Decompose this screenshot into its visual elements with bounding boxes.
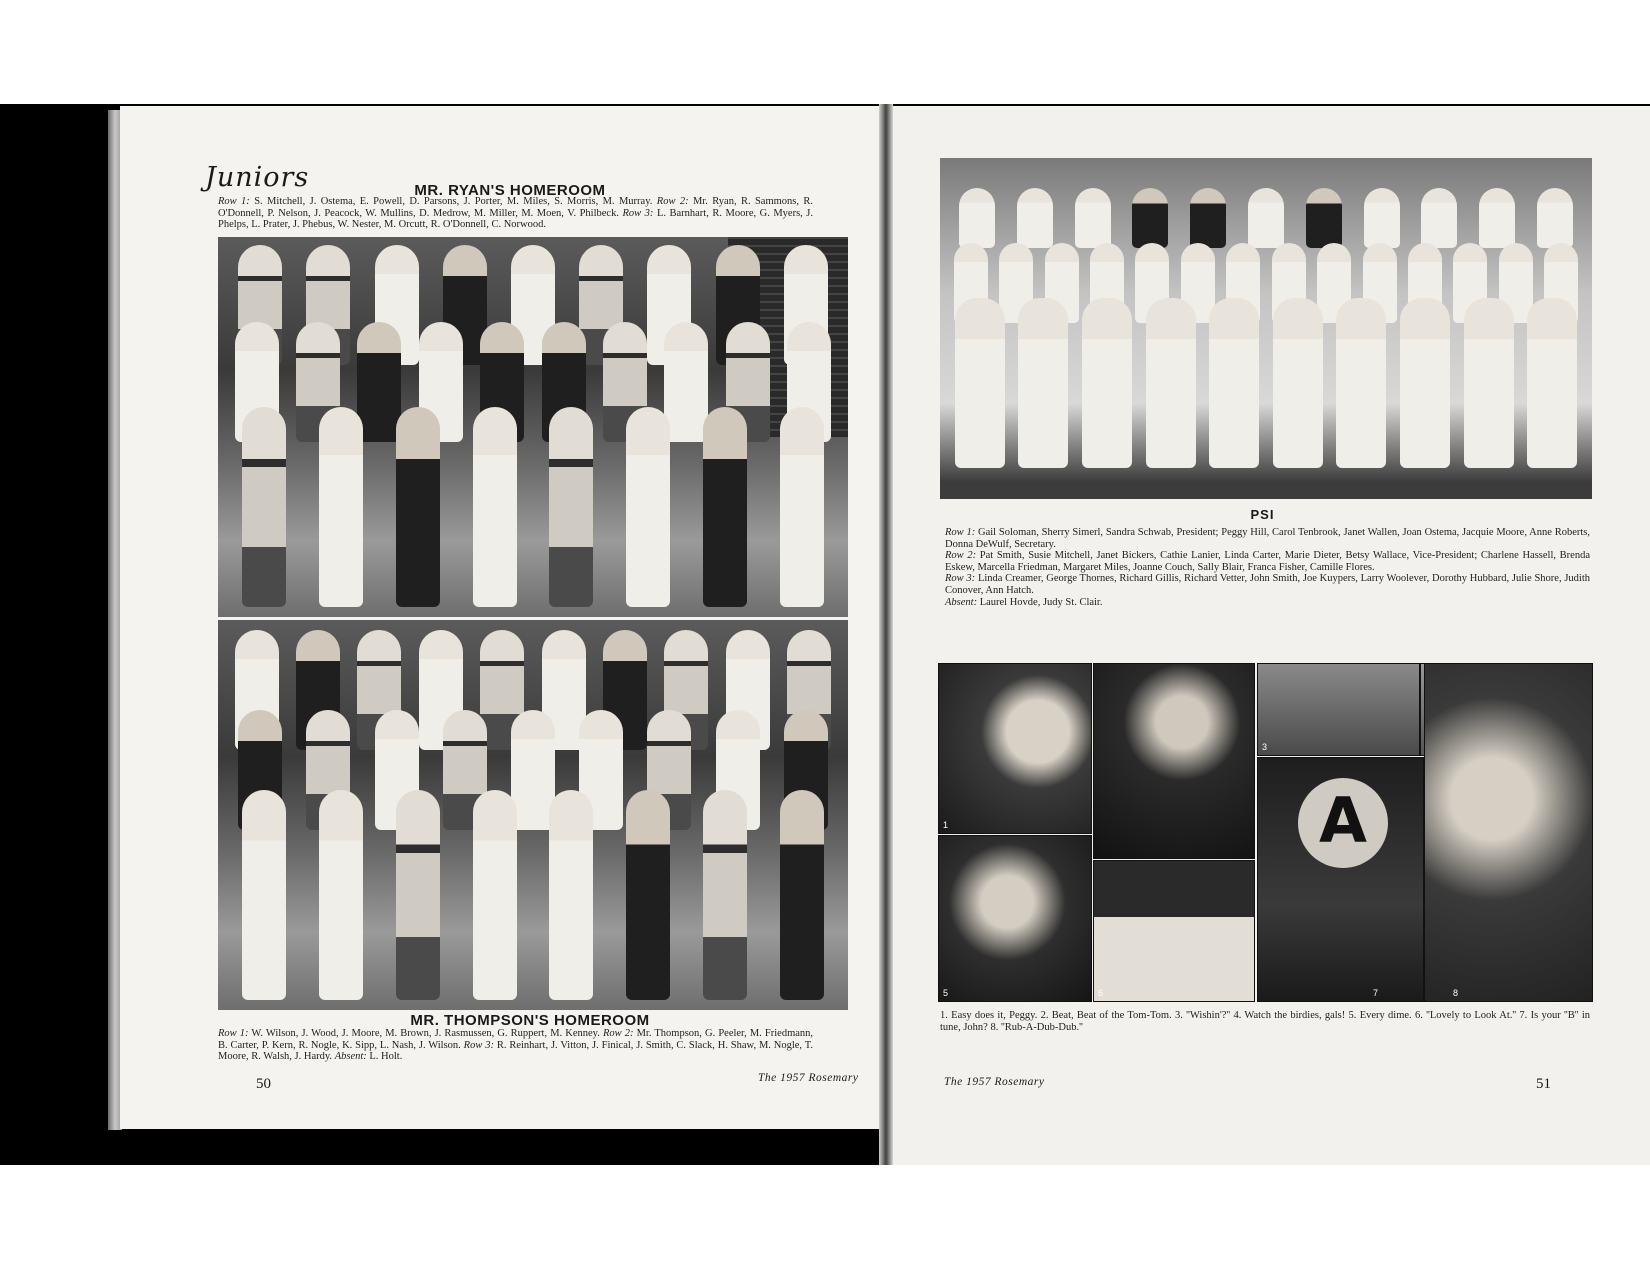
footer-title-left: The 1957 Rosemary [758, 1072, 859, 1084]
student-figure [1400, 298, 1450, 468]
candid-photo [1257, 663, 1420, 756]
student-figure [1306, 188, 1342, 248]
thompson-homeroom-caption [218, 1028, 813, 1063]
student-figure [1248, 188, 1284, 248]
student-figure [473, 407, 517, 607]
thompson-homeroom-heading: MR. THOMPSON'S HOMEROOM [410, 1012, 650, 1029]
student-figure [319, 790, 363, 1000]
candid-number: 7 [1373, 988, 1379, 998]
thompson-homeroom-photo [218, 620, 848, 1010]
row-label: Row 2: [602, 1028, 634, 1039]
photo-row-front [226, 407, 840, 607]
row-label: Row 1: [218, 1028, 249, 1039]
student-figure [549, 790, 593, 1000]
photo-row-front [948, 298, 1584, 468]
psi-row1-names: Gail Soloman, Sherry Simerl, Sandra Schwab, President; Peggy Hill, Carol Tenbrook, Janet Wallen, Joan Ostema, Jacquie Moore, Anne Roberts, Donna DeWulf, Secretary. [945, 527, 1590, 550]
student-figure [959, 188, 995, 248]
student-figure [1364, 188, 1400, 248]
candid-number: 5 [943, 988, 949, 998]
student-figure [703, 790, 747, 1000]
letter-sign: A [1319, 784, 1367, 857]
student-figure [780, 407, 824, 607]
photo-row-front [226, 790, 840, 1000]
student-figure [242, 407, 286, 607]
candid-photo [1424, 663, 1593, 1002]
student-figure [242, 790, 286, 1000]
student-figure [703, 407, 747, 607]
student-figure [396, 790, 440, 1000]
student-figure [1479, 188, 1515, 248]
student-figure [549, 407, 593, 607]
footer-title-right: The 1957 Rosemary [944, 1076, 1045, 1088]
candid-photo [1093, 663, 1255, 859]
row-label: Row 1: [218, 196, 250, 207]
student-figure [1146, 298, 1196, 468]
candid-number: 3 [1262, 742, 1268, 752]
student-figure [1018, 298, 1068, 468]
scan-margin-bottom [0, 1165, 1650, 1275]
thompson-row1-names: W. Wilson, J. Wood, J. Moore, M. Brown, J. Rasmussen, G. Ruppert, M. Kenney. [251, 1028, 600, 1039]
thompson-row2-names: Mr. Thompson, G. Peeler, M. Friedmann, B. Carter, P. Kern, R. Nogle, K. Sipp, L. Nash, J. Wilson. [218, 1028, 814, 1051]
student-figure [626, 790, 670, 1000]
student-figure [1075, 188, 1111, 248]
page-number-right: 51 [1536, 1076, 1551, 1092]
candid-number: 6 [1098, 988, 1104, 998]
row-label: Row 1: [945, 527, 976, 538]
psi-heading: PSI [1250, 507, 1275, 522]
ryan-homeroom-heading: MR. RYAN'S HOMEROOM [414, 182, 606, 199]
ryan-row2-names: Mr. Ryan, R. Sammons, R. O'Donnell, P. Nelson, J. Peacock, W. Mullins, D. Medrow, M. Miller, M. Moen, V. Philbeck. [218, 196, 814, 219]
thompson-absent-names: L. Holt. [369, 1051, 403, 1063]
psi-caption [945, 527, 1590, 608]
student-figure [780, 790, 824, 1000]
student-figure [473, 790, 517, 1000]
student-figure [1132, 188, 1168, 248]
psi-row2-names: Pat Smith, Susie Mitchell, Janet Bickers, Cathie Lanier, Linda Carter, Marie Dieter, Betsy Wallace, Vice-President; Charlene Hassell, Brenda Eskew, Marcella Friedman, Margaret Miles, Joanne Couch, Sally Blair, Franca Fisher, Camille Flores. [945, 550, 1590, 573]
candid-photo [1093, 860, 1255, 1002]
psi-group-photo [940, 158, 1592, 499]
row-label: Row 2: [656, 196, 689, 207]
student-figure [1017, 188, 1053, 248]
student-figure [1421, 188, 1457, 248]
absent-label: Absent: [334, 1051, 367, 1063]
row-label: Row 3: [463, 1039, 494, 1051]
row-label: Row 3: [945, 573, 976, 585]
candid-number: 8 [1453, 988, 1459, 998]
student-figure [1464, 298, 1514, 468]
student-figure [1527, 298, 1577, 468]
row-label: Row 3: [622, 207, 654, 219]
student-figure [1082, 298, 1132, 468]
student-figure [1336, 298, 1386, 468]
psi-absent-names: Laurel Hovde, Judy St. Clair. [979, 596, 1103, 608]
ryan-homeroom-photo [218, 237, 848, 617]
student-figure [319, 407, 363, 607]
student-figure [1209, 298, 1259, 468]
candid-number: 1 [943, 820, 949, 830]
candid-photo [1257, 757, 1424, 1002]
psi-row3-names: Linda Creamer, George Thornes, Richard Gillis, Richard Vetter, John Smith, Joe Kuypers, Larry Woolever, Dorothy Hubbard, Julie Shore, Judith Conover, Ann Hatch. [945, 573, 1591, 596]
scan-margin-top [0, 0, 1650, 104]
photo-row-back [948, 188, 1584, 248]
student-figure [626, 407, 670, 607]
section-title: Juniors [205, 162, 310, 193]
row-label: Row 2: [945, 550, 977, 562]
absent-label: Absent: [945, 596, 978, 608]
student-figure [1537, 188, 1573, 248]
ryan-row1-names: S. Mitchell, J. Ostema, E. Powell, D. Parsons, J. Porter, M. Miles, S. Morris, M. Murray. [254, 196, 653, 207]
ryan-row3-names: L. Barnhart, R. Moore, G. Myers, J. Phelps, L. Prater, J. Phebus, W. Nester, M. Orcutt, R. O'Donnell, C. Norwood. [218, 207, 814, 231]
student-figure [1190, 188, 1226, 248]
candid-photo [938, 835, 1092, 1002]
student-figure [955, 298, 1005, 468]
book-spine [879, 104, 893, 1165]
page-number-left: 50 [256, 1076, 271, 1092]
student-figure [396, 407, 440, 607]
candid-photo [938, 663, 1092, 834]
thompson-row3-names: R. Reinhart, J. Vitton, J. Finical, J. Smith, C. Slack, H. Shaw, M. Nogle, T. Moore, R. Walsh, J. Hardy. [218, 1039, 813, 1063]
ryan-homeroom-caption [218, 196, 813, 231]
student-figure [1273, 298, 1323, 468]
candids-caption: 1. Easy does it, Peggy. 2. Beat, Beat of the Tom-Tom. 3. ''Wishin'?'' 4. Watch the birdies, gals! 5. Every dime. 6. ''Lovely to Look At.'' 7. Is your ''B'' in tune, John? 8. ''Rub-A-Dub-Dub.'' [940, 1010, 1590, 1033]
